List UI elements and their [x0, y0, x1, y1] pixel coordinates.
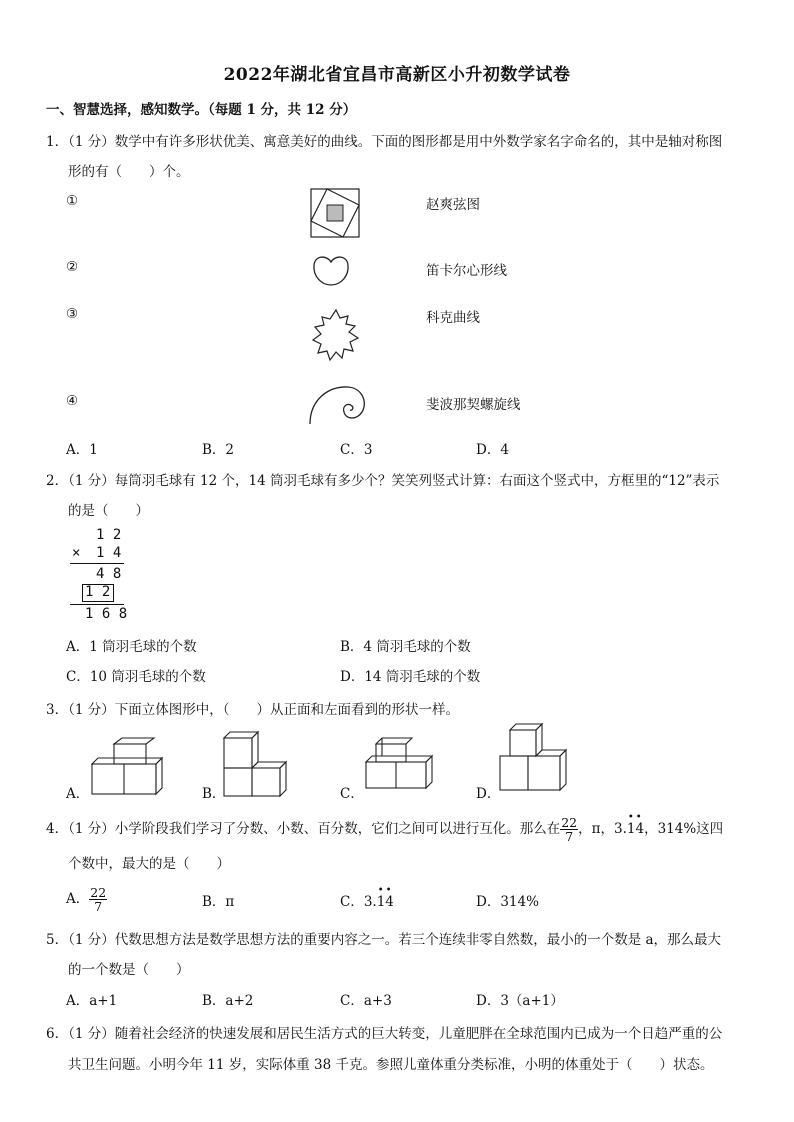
- calc-partial-2: 1 2: [85, 584, 111, 600]
- repeat-dots: ••: [377, 885, 394, 896]
- q3-option-a[interactable]: A．: [66, 786, 90, 802]
- q5-stem-line1: 5．（1 分）代数思想方法是数学思想方法的重要内容之一。若三个连续非零自然数，最小的一个数是 a，那么最大: [46, 932, 722, 948]
- zhao-shuang-diagram: [310, 188, 360, 238]
- q4-stem-text: ，π，3.: [578, 821, 627, 837]
- q3-option-c[interactable]: C．: [340, 786, 364, 802]
- fraction-22-7: [560, 816, 578, 843]
- q1-item-number: ①: [66, 193, 79, 209]
- calc-rule: [70, 604, 124, 605]
- calc-multiplicand: 1 2: [96, 527, 122, 543]
- q5-option-c[interactable]: C．a+3: [340, 993, 392, 1009]
- q6-stem-line1: 6．（1 分）随着社会经济的快速发展和居民生活方式的巨大转变，儿童肥胖在全球范围内已成为一个日趋严重的公: [46, 1026, 723, 1042]
- q4-stem-line2: 个数中，最大的是（ ）: [68, 856, 230, 872]
- fraction-numerator: 22: [561, 815, 578, 830]
- q1-option-c[interactable]: C．3: [340, 442, 373, 458]
- fraction-denominator: 7: [94, 899, 103, 914]
- repeat-dots: ••: [627, 812, 644, 823]
- q1-stem-line1: 1．（1 分）数学中有许多形状优美、寓意美好的曲线。下面的图形都是用中外数学家名字命名的，其中是轴对称图: [46, 134, 723, 150]
- q6-stem-line2: 共卫生问题。小明今年 11 岁，实际体重 38 千克。参照儿童体重分类标准，小明的体重处于（ ）状态。: [68, 1057, 714, 1073]
- q3-option-d[interactable]: D．: [476, 786, 501, 802]
- calc-multiplier: 1 4: [96, 545, 122, 561]
- q4-stem-line1: [46, 812, 724, 844]
- q5-stem-line2: 的一个数是（ ）: [68, 962, 190, 978]
- q3-option-b[interactable]: B．: [202, 786, 226, 802]
- q1-item-number: ②: [66, 259, 79, 275]
- cube-figure-a: [88, 736, 164, 798]
- q1-item-number: ③: [66, 306, 79, 322]
- q4-stem-text: ，314%这四: [644, 821, 724, 837]
- page-title: 2022年湖北省宜昌市高新区小升初数学试卷: [223, 65, 571, 85]
- q1-item-name: 赵爽弦图: [426, 197, 480, 213]
- q4-option-d[interactable]: D．314%: [476, 894, 539, 910]
- q4-option-c-label: C．3.: [340, 894, 377, 910]
- calc-result: 1 6 8: [85, 606, 128, 622]
- q1-option-b[interactable]: B．2: [202, 442, 235, 458]
- q1-item-number: ④: [66, 393, 79, 409]
- repeat-digits: 14: [626, 821, 645, 837]
- fraction-22-7: [89, 886, 107, 913]
- koch-snowflake: [308, 306, 364, 366]
- q1-item-name: 斐波那契螺旋线: [426, 397, 521, 413]
- q5-option-a[interactable]: A．a+1: [66, 993, 118, 1009]
- q1-stem-line2: 形的有（ ）个。: [68, 164, 190, 180]
- q1-option-d[interactable]: D．4: [476, 442, 509, 458]
- cardioid-curve: [311, 254, 351, 288]
- q2-stem-line2: 的是（ ）: [68, 503, 149, 519]
- q1-option-a[interactable]: A．1: [66, 442, 98, 458]
- q4-option-a[interactable]: [66, 886, 107, 913]
- repeating-decimal-digits: [376, 885, 394, 910]
- q2-option-d[interactable]: D．14 筒羽毛球的个数: [340, 669, 481, 685]
- q1-item-name: 科克曲线: [426, 310, 480, 326]
- q4-option-b[interactable]: B．π: [202, 894, 235, 910]
- cube-figure-d: [498, 722, 570, 794]
- q2-option-b[interactable]: B．4 筒羽毛球的个数: [340, 639, 471, 655]
- q5-option-d[interactable]: D．3（a+1）: [476, 993, 564, 1009]
- q2-option-c[interactable]: C．10 筒羽毛球的个数: [66, 669, 206, 685]
- fraction-numerator: 22: [90, 885, 107, 900]
- fraction-denominator: 7: [565, 829, 574, 844]
- cube-figure-c: [360, 730, 436, 792]
- q2-option-a[interactable]: A．1 筒羽毛球的个数: [66, 639, 197, 655]
- repeat-digits: 14: [376, 894, 394, 910]
- q2-stem-line1: 2．（1 分）每筒羽毛球有 12 个，14 筒羽毛球有多少个？笑笑列竖式计算：右面这个竖式中，方框里的“12”表示: [46, 473, 720, 489]
- cube-figure-b: [220, 728, 290, 800]
- repeating-decimal-digits: [626, 812, 645, 837]
- q4-option-a-label: A．: [66, 891, 90, 907]
- fibonacci-spiral: [306, 382, 370, 426]
- q5-option-b[interactable]: B．a+2: [202, 993, 254, 1009]
- q3-stem: 3．（1 分）下面立体图形中，（ ）从正面和左面看到的形状一样。: [46, 702, 459, 718]
- vertical-multiplication: [66, 524, 146, 624]
- q4-option-c[interactable]: [340, 885, 394, 910]
- q1-item-name: 笛卡尔心形线: [426, 263, 507, 279]
- calc-partial-1: 4 8: [96, 566, 122, 582]
- section-heading: 一、智慧选择，感知数学。（每题 1 分，共 12 分）: [46, 102, 357, 118]
- calc-rule: [70, 563, 124, 564]
- calc-operator: ×: [72, 545, 81, 561]
- q4-stem-text: 4．（1 分）小学阶段我们学习了分数、小数、百分数，它们之间可以进行互化。那么在: [46, 821, 561, 837]
